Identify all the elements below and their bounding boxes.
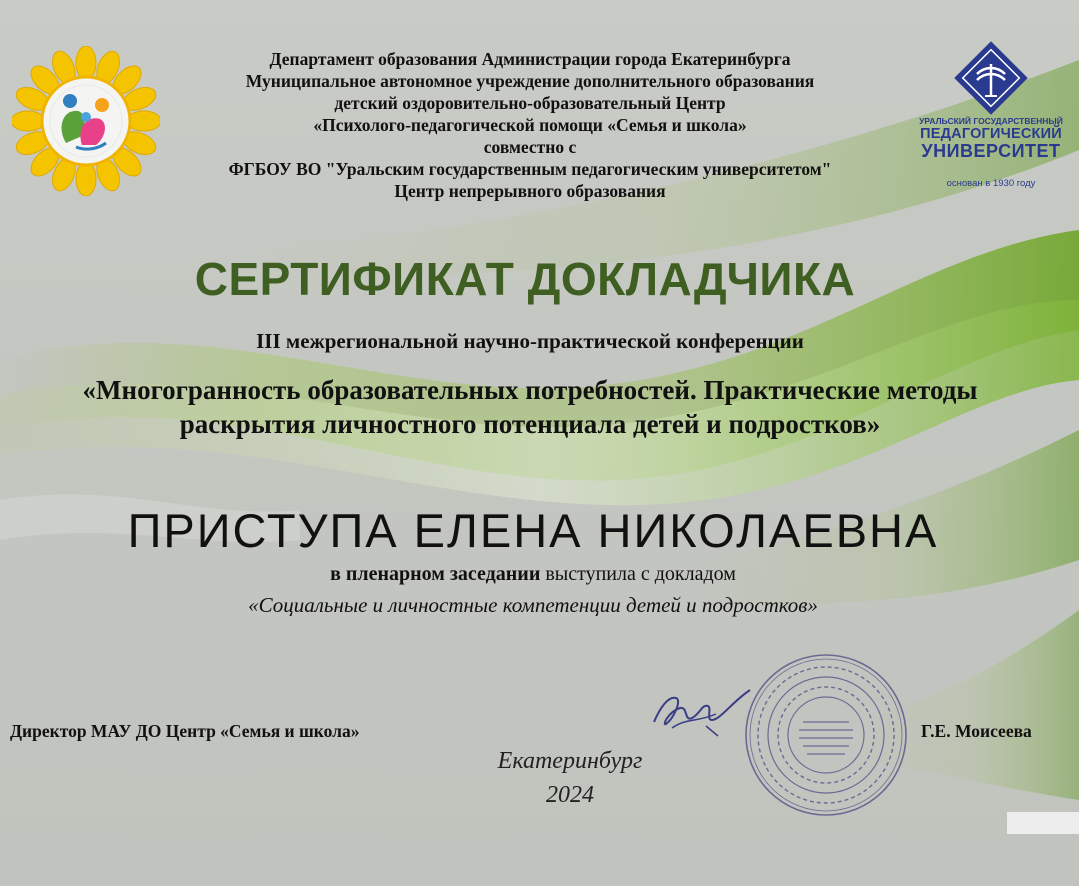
header-line-4: «Психолого-педагогической помощи «Семья и школа»	[313, 115, 747, 135]
university-name-line-2: ПЕДАГОГИЧЕСКИЙ	[920, 126, 1062, 142]
report-title: «Социальные и личностные компетенции детей и подростков»	[248, 593, 818, 617]
university-name-line-1: УРАЛЬСКИЙ ГОСУДАРСТВЕННЫЙ	[919, 116, 1063, 126]
university-logo	[916, 40, 1066, 192]
conference-line: III межрегиональной научно-практической конференции	[256, 329, 804, 353]
university-name-line-3: УНИВЕРСИТЕТ	[921, 141, 1061, 161]
sunflower-family-logo	[12, 46, 160, 196]
signer-name: Г.Е. Моисеева	[921, 721, 1032, 741]
conference-name-line-2: раскрытия личностного потенциала детей и подростков»	[179, 409, 881, 439]
issuer-header	[160, 48, 900, 202]
header-line-6: ФГБОУ ВО "Уральским государственным педагогическим университетом"	[228, 159, 832, 179]
conference-name-line-1: «Многогранность образовательных потребностей. Практические методы	[82, 375, 978, 405]
header-line-2: Муниципальное автономное учреждение дополнительного образования	[245, 71, 815, 91]
session-line	[0, 563, 1066, 586]
header-line-1: Департамент образования Администрации города Екатеринбурга	[269, 49, 791, 69]
university-founded: основан в 1930 году	[946, 178, 1036, 189]
header-line-5: совместно с	[483, 137, 577, 157]
director-label: Директор МАУ ДО Центр «Семья и школа»	[10, 721, 360, 741]
city: Екатеринбург	[497, 748, 643, 774]
recipient-name: ПРИСТУПА ЕЛЕНА НИКОЛАЕВНА	[127, 504, 939, 557]
corner-white-patch	[1007, 812, 1079, 834]
conference-name	[0, 373, 1060, 441]
year: 2024	[546, 782, 594, 808]
round-seal-icon	[741, 650, 911, 820]
handwritten-signature-icon	[646, 678, 756, 738]
session-bold: в пленарном заседании	[330, 563, 541, 585]
session-rest: выступила с докладом	[540, 563, 736, 585]
sunflower-icon	[12, 46, 160, 196]
certificate-title: СЕРТИФИКАТ ДОКЛАДЧИКА	[194, 253, 856, 305]
header-line-7: Центр непрерывного образования	[394, 181, 666, 201]
university-emblem-icon	[916, 40, 1066, 116]
header-line-3: детский оздоровительно-образовательный Центр	[334, 93, 726, 113]
